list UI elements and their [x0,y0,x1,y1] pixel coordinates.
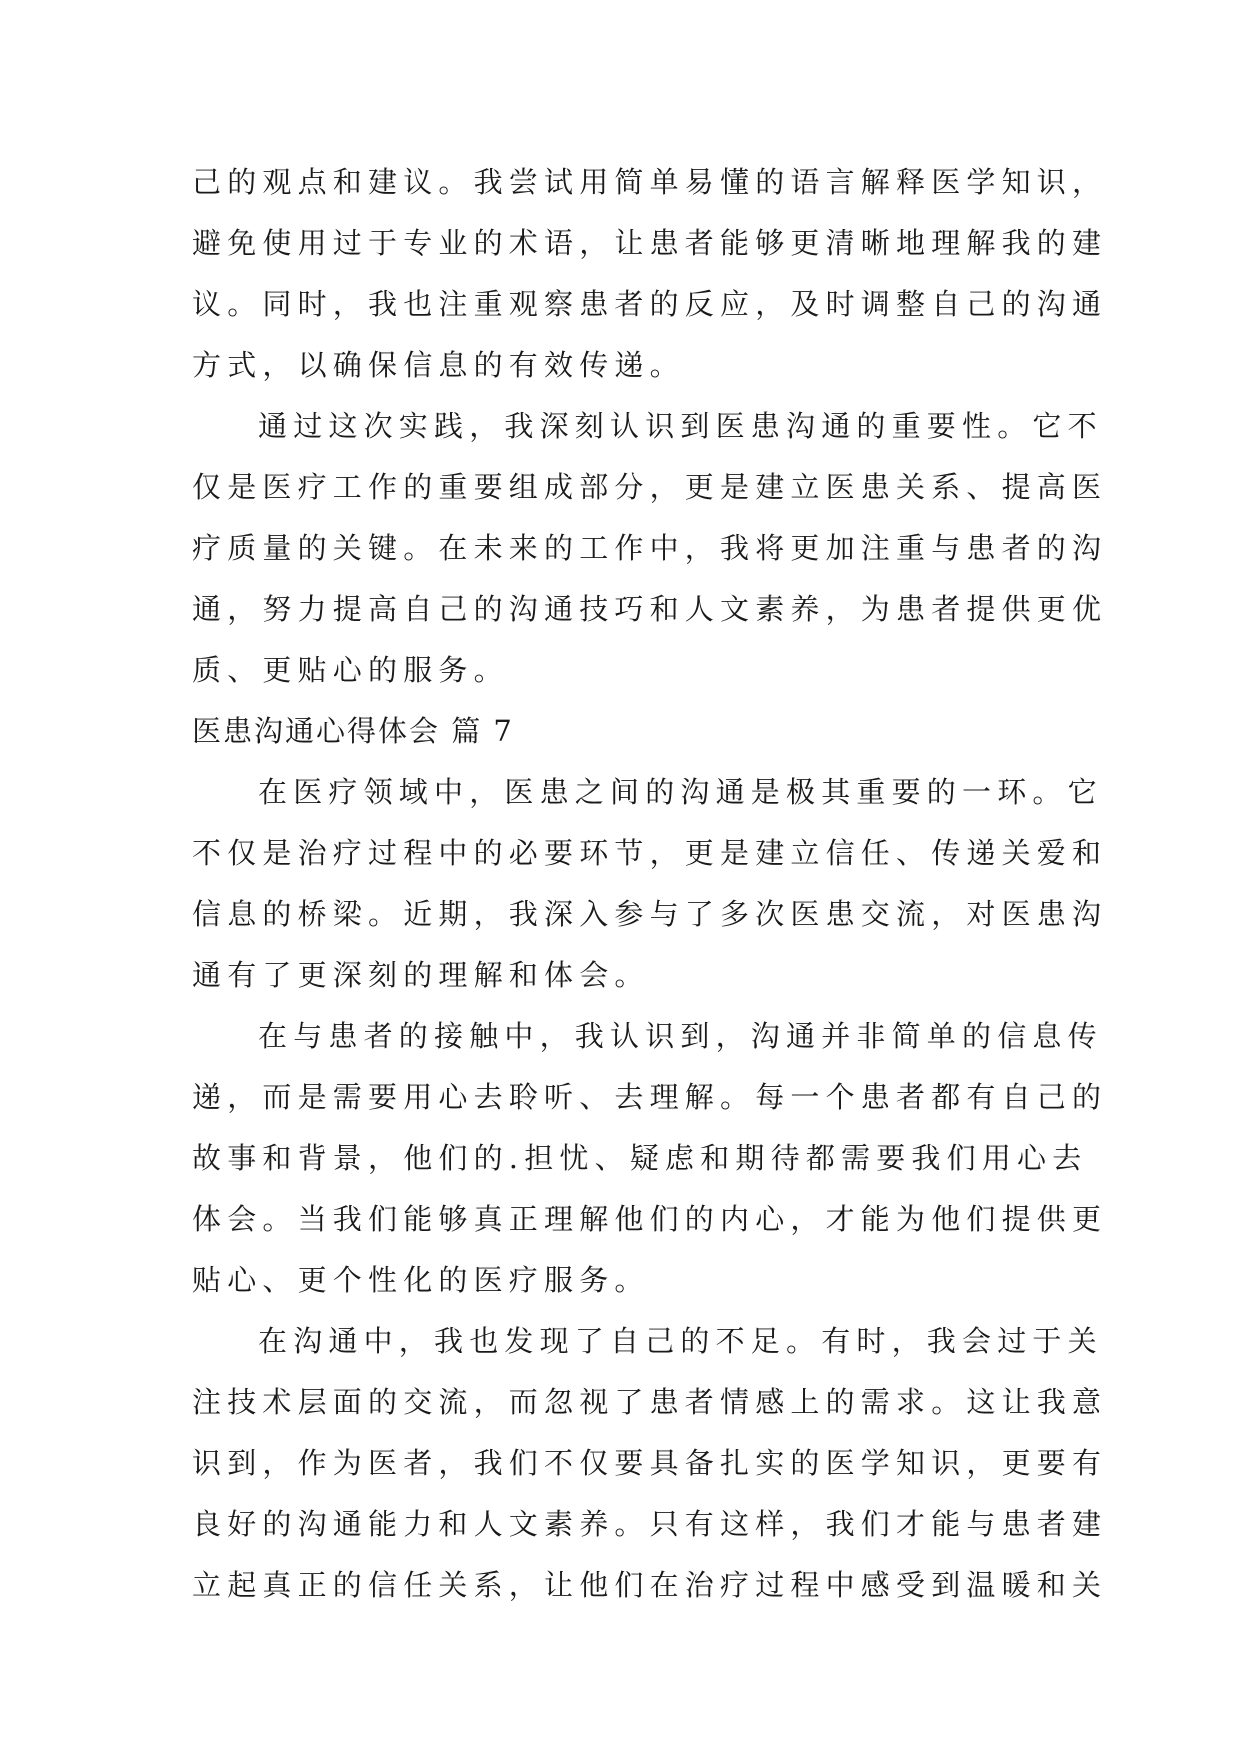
text-line: 仅是医疗工作的重要组成部分，更是建立医患关系、提高医 [192,470,1108,504]
document-body [192,152,1108,1616]
text-line: 信息的桥梁。近期，我深入参与了多次医患交流，对医患沟 [192,897,1108,931]
text-line: 故事和背景，他们的.担忧、疑虑和期待都需要我们用心去 [192,1141,1088,1175]
text-line: 体会。当我们能够真正理解他们的内心，才能为他们提供更 [192,1202,1108,1236]
text-line: 在医疗领域中，医患之间的沟通是极其重要的一环。它 [258,775,1103,809]
text-line: 注技术层面的交流，而忽视了患者情感上的需求。这让我意 [192,1385,1108,1419]
text-line: 己的观点和建议。我尝试用简单易懂的语言解释医学知识， [192,165,1108,199]
text-line: 在与患者的接触中，我认识到，沟通并非简单的信息传 [258,1019,1103,1053]
paragraph [192,1311,1108,1616]
text-line: 贴心、更个性化的医疗服务。 [192,1263,650,1297]
text-line: 避免使用过于专业的术语，让患者能够更清晰地理解我的建 [192,226,1108,260]
paragraph [192,1006,1108,1311]
text-line: 通有了更深刻的理解和体会。 [192,958,650,992]
text-line: 议。同时，我也注重观察患者的反应，及时调整自己的沟通 [192,287,1108,321]
text-line: 立起真正的信任关系，让他们在治疗过程中感受到温暖和关 [192,1568,1108,1602]
text-line: 在沟通中，我也发现了自己的不足。有时，我会过于关 [258,1324,1103,1358]
text-line: 通，努力提高自己的沟通技巧和人文素养，为患者提供更优 [192,592,1108,626]
text-line: 质、更贴心的服务。 [192,653,509,687]
text-line: 通过这次实践，我深刻认识到医患沟通的重要性。它不 [258,409,1103,443]
text-line: 良好的沟通能力和人文素养。只有这样，我们才能与患者建 [192,1507,1108,1541]
paragraph [192,152,1108,396]
text-line: 不仅是治疗过程中的必要环节，更是建立信任、传递关爱和 [192,836,1108,870]
paragraph [192,762,1108,1006]
text-line: 疗质量的关键。在未来的工作中，我将更加注重与患者的沟 [192,531,1108,565]
text-line: 识到，作为医者，我们不仅要具备扎实的医学知识，更要有 [192,1446,1108,1480]
section-heading: 医患沟通心得体会 篇 7 [192,714,514,748]
text-line: 方式，以确保信息的有效传递。 [192,348,685,382]
paragraph [192,396,1108,701]
text-line: 递，而是需要用心去聆听、去理解。每一个患者都有自己的 [192,1080,1108,1114]
